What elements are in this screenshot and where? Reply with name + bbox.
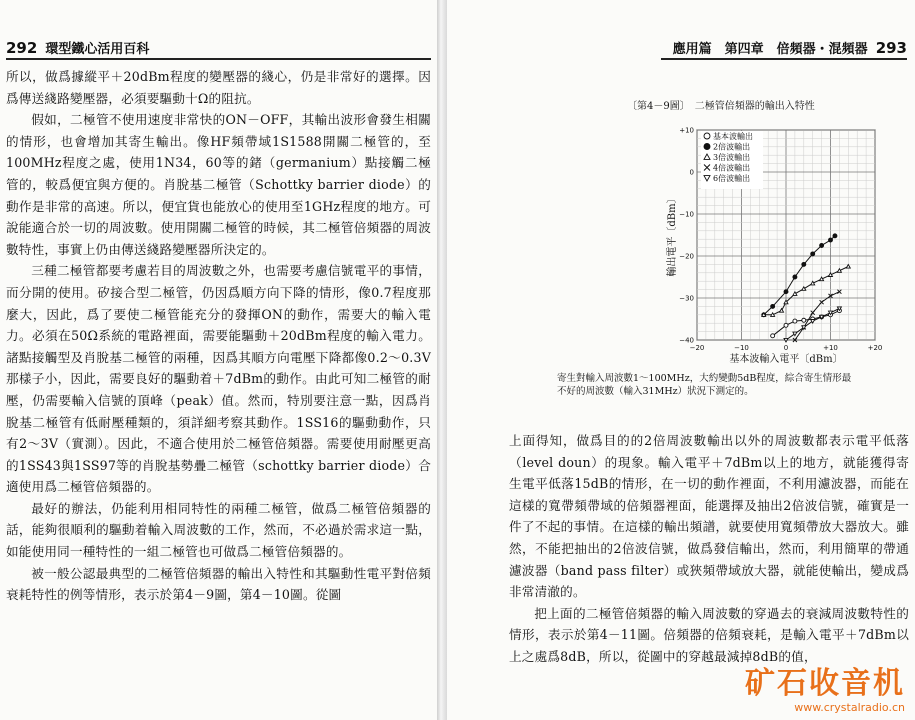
left-paragraph-3: 三種二極管都要考慮若目的周波數之外，也需要考慮信號電平的事情，而分開的使用。矽接合型二極管，仍因爲順方向下降的情形，像0.7程度那麼大，因此，爲了要使二極管能充分的發揮ON的動作，需要大的輸入電力。必須在50Ω系統的電路裡面，需要能驅動＋20dBm程度的輸入電力。諸點接觸型及肖脫基二極管的兩種，因爲其順方向電壓下降都像0.2～0.3V那樣子小，因此，需要良好的驅動着＋7dBm的動作。由此可知二極管的耐壓，仍需要輸入信號的頂峰（peak）值。然而，特別要注意一點，因爲肖脫基二極管有低耐壓種類的，須詳細考察其動作。1SS16的驅動動作，只有2～3V（實測）。因此，不適合使用於二極管倍頻器。需要使用耐壓更高的1SS43與1SS97等的肖脫基勢疊二極管（schottky barrier diode）合適使用爲二極管倍頻器的。 [6, 263, 431, 495]
left-header-rule [6, 58, 431, 60]
data-point [802, 318, 806, 322]
x-axis-label: 基本波輸入電平〔dBm〕 [729, 354, 843, 365]
legend-entry: 6倍波輸出 [713, 174, 751, 183]
right-body-text [509, 430, 909, 668]
left-page [0, 0, 437, 720]
left-paragraph-4: 最好的辦法，仍能利用相同特性的兩種二極管，做爲二極管倍頻器的話，能夠很順利的驅動着輸入周波數的工作，然而，不必過於需求這一點，如能使用同一種特性的一組二極管也可做爲二極管倍頻器的。 [6, 500, 431, 560]
data-point [820, 244, 824, 248]
right-page [447, 0, 915, 720]
data-point [833, 234, 837, 238]
data-point [793, 319, 797, 323]
data-point [829, 238, 833, 242]
y-tick-label: −30 [679, 294, 694, 303]
legend-entry: 4倍波輸出 [713, 163, 751, 173]
data-point [771, 313, 775, 317]
legend-entry: 2倍波輸出 [713, 142, 751, 152]
data-point [780, 309, 784, 313]
data-point [837, 269, 841, 273]
legend-entry: 基本波輸出 [713, 132, 753, 141]
data-point [811, 281, 815, 285]
left-paragraph-1: 所以，做爲據縱平＋20dBm程度的變壓器的綫心，仍是非常好的選擇。因爲傳送綫路變壓器，必須要驅動十Ω的阻抗。 [6, 69, 431, 106]
watermark-title: 矿石收音机 [745, 666, 905, 701]
book-gutter [437, 0, 447, 720]
right-paragraph-2: 把上面的二極管倍頻器的輸入周波數的穿過去的衰減周波數特性的情形，表示於第4－11圖。倍頻器的倍頻衰耗，是輸入電平＋7dBm以上之處爲8dB，所以，從圖中的穿越最減掉8dB的值， [509, 605, 909, 664]
y-tick-label: −40 [679, 336, 694, 345]
data-point [820, 277, 824, 281]
io-characteristic-chart [595, 108, 895, 373]
right-page-number: 293 [875, 39, 907, 57]
legend-entry: 3倍波輸出 [713, 153, 751, 162]
y-axis-label: 輸出電平〔dBm〕 [667, 193, 678, 277]
y-tick-label: −20 [679, 252, 694, 261]
data-point [784, 338, 788, 342]
left-paragraph-5: 被一般公認最典型的二極管倍頻器的輸出入特性和其驅動性電平對倍頻衰耗特性的例等情形，表示於第4－9圖，第4－10圖。從圖 [6, 565, 431, 603]
left-page-header [6, 38, 149, 57]
data-point [793, 292, 797, 296]
x-tick-label: +20 [867, 344, 883, 352]
left-body-text [6, 66, 431, 606]
right-header-title: 應用篇 第四章 倍頻器・混頻器 [672, 42, 868, 57]
left-page-number: 292 [6, 39, 38, 57]
right-paragraph-1: 上面得知，做爲目的的2倍周波數輸出以外的周波數都表示電平低落（level doun）的現象。輸入電平＋7dBm以上的地方，就能獲得寄生電平低落15dB的情形，在一切的動作裡面，不利用濾波器，而能在這樣的寬帶頻帶域的倍頻器裡面，能選擇及抽出2倍波信號，確實是一件了不起的事情。在這樣的輸出頻譜，就要使用寬頻帶放大器放大。雖然，不能把抽出的2倍波信號，做爲發信輸出，然而，利用簡單的帶通濾波器（band pass filter）或狹頻帶域放大器，就能使輸出，變成爲非常清澈的。 [509, 433, 909, 600]
right-header-rule [661, 58, 907, 60]
y-tick-label: +10 [679, 126, 694, 135]
legend-marker [704, 133, 710, 139]
data-point [802, 287, 806, 291]
left-header-title: 環型鐵心活用百科 [45, 42, 150, 57]
data-point [771, 334, 775, 338]
figure-caption: 〔第4－9圖〕 二極管倍頻器的輸出入特性 [627, 101, 815, 112]
data-point [829, 273, 833, 277]
site-watermark [745, 668, 905, 714]
figure-note: 寄生對輸入周波數1～100MHz，大約變動5dB程度，綜合寄生情形最不好的周波數（輸入31MHz）狀況下測定的。 [557, 373, 852, 397]
data-point [793, 275, 797, 279]
watermark-url: www.crystalradio.cn [794, 701, 905, 714]
data-point [846, 265, 850, 269]
x-tick-label: 0 [783, 344, 789, 352]
right-page-header [673, 38, 907, 57]
data-point [784, 323, 788, 327]
data-point [811, 252, 815, 256]
left-paragraph-2: 假如，二極管不使用速度非常快的ON－OFF，其輸出波形會發生相關的情形，也會增加其寄生輸出。像HF頻帶域1S1588開關二極管的，至100MHz程度之處，使用1N34，60等的鍺（germanium）點接觸二極管的，較爲便宜與方便的。肖脫基二極管（Schottky barrier diode）的動作是非常的高速。所以，便宜貨也能放心的使用至1GHz程度的地方。可說能適合於一切的周波數。使用開關二極管的時候，其二極管倍頻器的周波數特性，事實上仍由傳送綫路變壓器所決定的。 [6, 112, 431, 257]
legend-marker [704, 144, 710, 150]
x-tick-label: −10 [734, 344, 749, 352]
data-point [784, 290, 788, 294]
y-tick-label: 0 [689, 168, 694, 177]
x-tick-label: +10 [823, 344, 838, 352]
y-tick-label: −10 [679, 210, 694, 219]
x-tick-label: −20 [689, 344, 705, 352]
data-point [802, 262, 806, 266]
series-line-4 [795, 292, 840, 340]
data-point [771, 304, 775, 308]
